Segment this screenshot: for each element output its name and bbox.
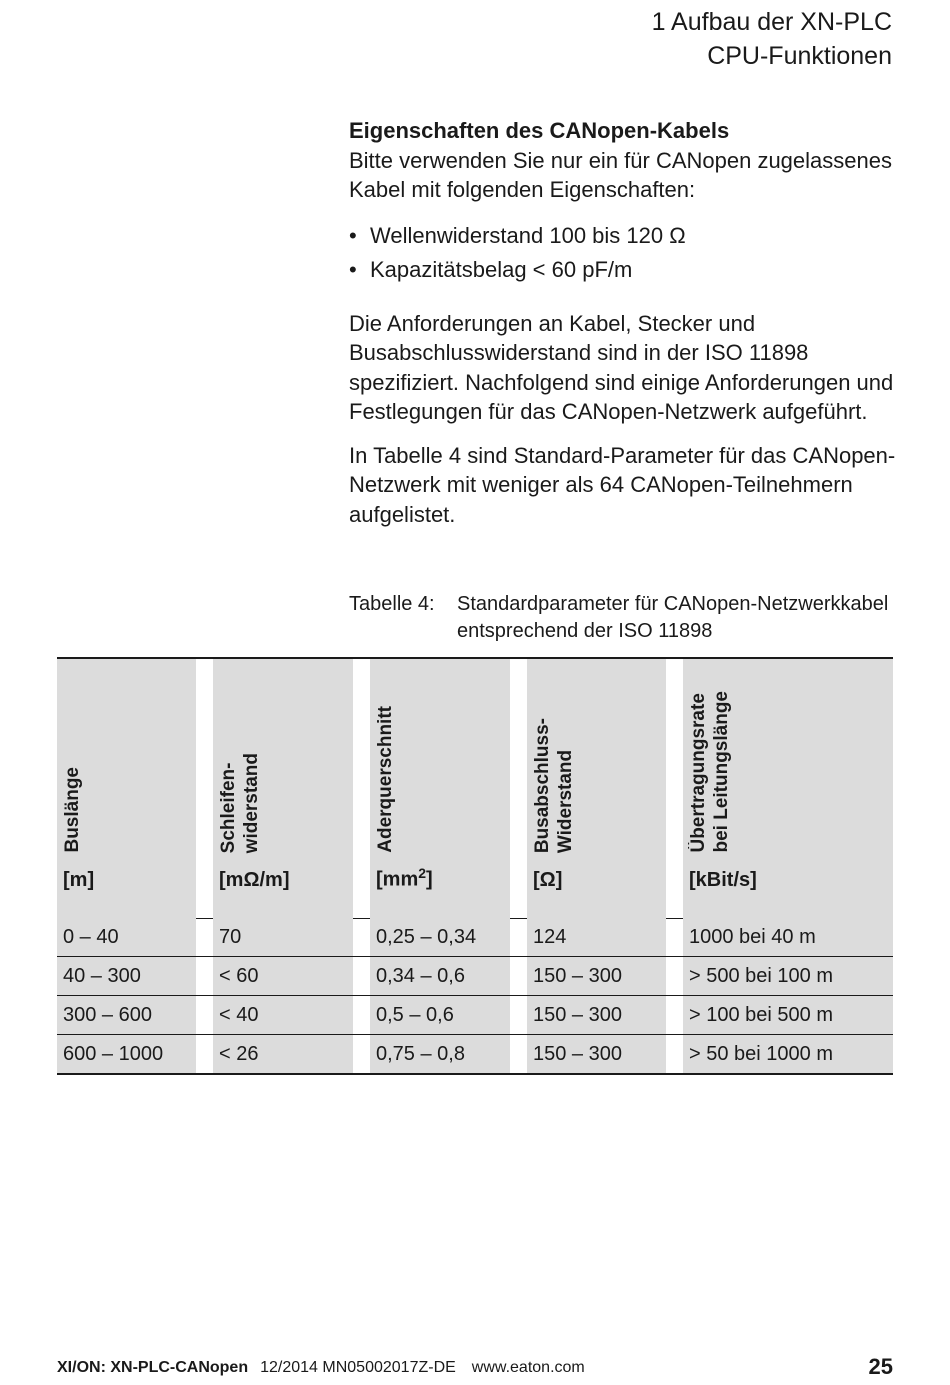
table-header-row [57, 657, 893, 918]
cable-parameter-table [57, 657, 893, 1075]
list-item [349, 255, 897, 285]
column-title: Busabschluss- Widerstand [532, 717, 576, 853]
table-cell: 600 – 1000 [57, 1035, 196, 1073]
footer-url[interactable]: www.eaton.com [471, 1359, 585, 1376]
table-cell: 124 [527, 918, 666, 956]
table-cell: < 40 [213, 996, 353, 1034]
table-cell: < 26 [213, 1035, 353, 1073]
table-row [57, 957, 893, 996]
column-unit [376, 865, 433, 892]
table-cell: 300 – 600 [57, 996, 196, 1034]
column-unit: [kBit/s] [689, 869, 757, 891]
table-cell: 0,5 – 0,6 [370, 996, 510, 1034]
section-title: CPU-Funktionen [707, 42, 892, 70]
column-header [370, 659, 510, 918]
chapter-title: 1 Aufbau der XN-PLC [651, 8, 892, 36]
column-header [683, 659, 893, 918]
requirements-paragraph: Die Anforderungen an Kabel, Stecker und Busabschlusswiderstand sind in der ISO 11898 spezifiziert. Nachfolgend sind einige Anforderungen und Festlegungen für das CANopen-Netzwerk aufgeführt. [349, 310, 894, 424]
column-unit: [Ω] [533, 869, 563, 891]
caption-label: Tabelle 4: [349, 593, 435, 615]
column-unit: [m] [63, 869, 95, 891]
intro-paragraph: Bitte verwenden Sie nur ein für CANopen zugelassenes Kabel mit folgenden Eigenschaften: [349, 147, 892, 202]
bullet-icon: • [349, 257, 357, 282]
table-cell: > 100 bei 500 m [683, 996, 893, 1034]
table-cell: < 60 [213, 957, 353, 995]
table-cell: 150 – 300 [527, 996, 666, 1034]
table-row [57, 918, 893, 957]
list-item-text: Wellenwiderstand 100 bis 120 Ω [370, 222, 686, 248]
property-list [349, 221, 897, 285]
table-cell: 150 – 300 [527, 957, 666, 995]
table-reference-paragraph: In Tabelle 4 sind Standard-Parameter für das CANopen-Netzwerk mit weniger als 64 CANopen-Teilnehmern aufgelistet. [349, 442, 896, 527]
bullet-icon: • [349, 222, 357, 248]
list-item-text: Kapazitätsbelag < 60 pF/m [370, 257, 633, 282]
caption-text: Standardparameter für CANopen-Netzwerkkabel entsprechend der ISO 11898 [457, 593, 889, 642]
column-title: Buslänge [62, 767, 83, 853]
unit-end: ] [426, 869, 433, 891]
table-cell: 0,34 – 0,6 [370, 957, 510, 995]
column-title: Schleifen- widerstand [218, 752, 262, 853]
table-cell: > 500 bei 100 m [683, 957, 893, 995]
column-header [213, 659, 353, 918]
table-row [57, 996, 893, 1035]
column-unit: [mΩ/m] [219, 869, 290, 891]
unit-base: [mm [376, 869, 419, 891]
page-footer [57, 1355, 893, 1385]
table-cell: 0,75 – 0,8 [370, 1035, 510, 1073]
footer-info [57, 1359, 585, 1377]
footer-product: XI/ON: XN-PLC-CANopen [57, 1359, 249, 1376]
unit-superscript: 2 [418, 865, 427, 882]
table-cell: 0,25 – 0,34 [370, 918, 510, 956]
footer-doc-number: 12/2014 MN05002017Z-DE [260, 1359, 456, 1376]
column-title: Aderquerschnitt [375, 706, 396, 853]
list-item [349, 221, 897, 251]
table-cell: 150 – 300 [527, 1035, 666, 1073]
table-cell: 0 – 40 [57, 918, 196, 956]
table-cell: > 50 bei 1000 m [683, 1035, 893, 1073]
table-row [57, 1035, 893, 1075]
section-heading: Eigenschaften des CANopen-Kabels [349, 118, 730, 143]
table-cell: 70 [213, 918, 353, 956]
column-header [527, 659, 666, 918]
main-content [349, 116, 897, 529]
column-title: Übertragungsrate bei Leitungslänge [688, 691, 732, 853]
page-number: 25 [868, 1354, 893, 1379]
table-cell: 1000 bei 40 m [683, 918, 893, 956]
column-header [57, 659, 196, 918]
table-cell: 40 – 300 [57, 957, 196, 995]
